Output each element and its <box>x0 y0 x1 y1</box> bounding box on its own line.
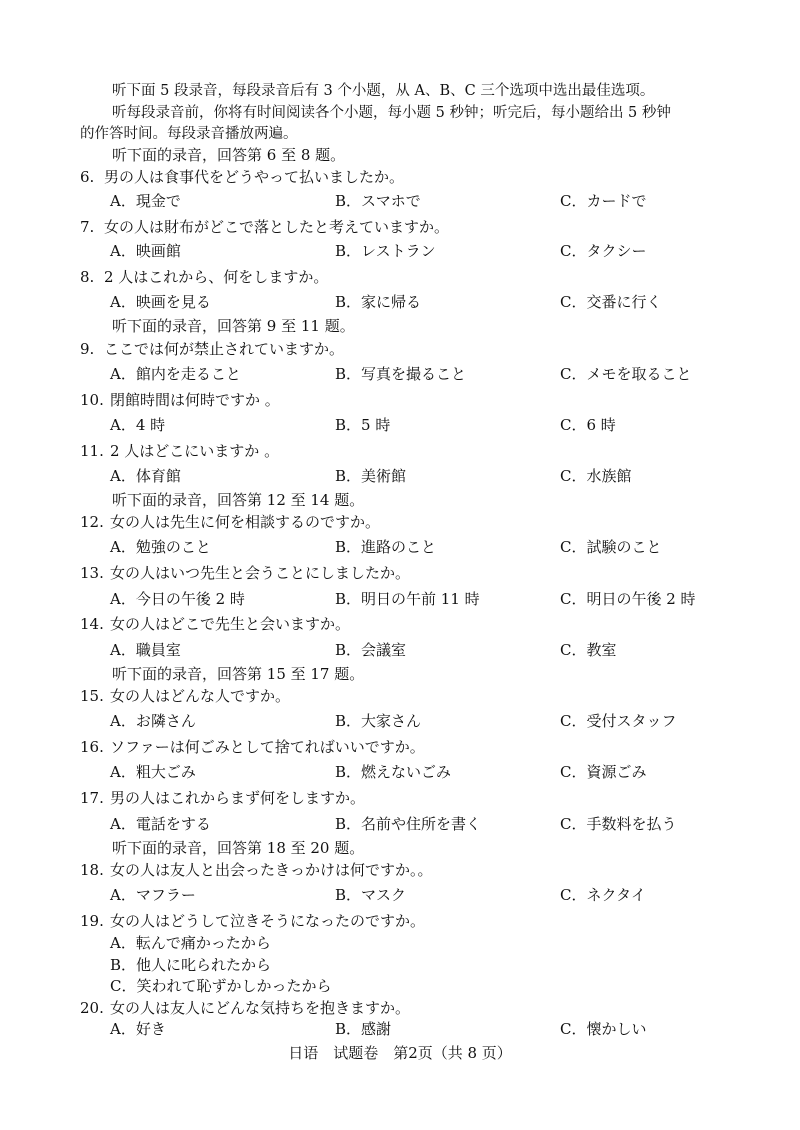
option-c[interactable]: C．教室 <box>560 641 617 659</box>
option-b[interactable]: B．レストラン <box>335 242 436 260</box>
options-row <box>0 975 800 997</box>
section-intro: 听下面的录音，回答第 15 至 17 题。 <box>112 665 365 683</box>
options-row <box>0 710 800 732</box>
question-10 <box>0 389 800 411</box>
option-b[interactable]: B．感謝 <box>335 1020 392 1038</box>
instruction-line <box>0 102 800 124</box>
options-row <box>0 639 800 661</box>
option-a[interactable]: A．4 時 <box>110 416 166 434</box>
question-number: 18. <box>80 861 104 879</box>
option-c[interactable]: C．明日の午後 2 時 <box>560 590 696 608</box>
options-row <box>0 761 800 783</box>
question-text: ここでは何が禁止されていますか。 <box>104 340 345 358</box>
question-13 <box>0 562 800 584</box>
option-a[interactable]: A．マフラー <box>110 886 196 904</box>
options-row <box>0 588 800 610</box>
option-c[interactable]: C．カードで <box>560 192 647 210</box>
question-text: ソファーは何ごみとして捨てればいいですか。 <box>110 738 425 756</box>
question-number: 16. <box>80 738 104 756</box>
question-19 <box>0 910 800 932</box>
question-number: 15. <box>80 687 104 705</box>
instruction-text: 的作答时间。每段录音播放两遍。 <box>80 126 298 142</box>
option-b[interactable]: B．進路のこと <box>335 538 437 556</box>
question-text: 女の人はいつ先生と会うことにしましたか。 <box>110 564 411 582</box>
option-a[interactable]: A．転んで痛かったから <box>110 934 271 952</box>
option-a[interactable]: A．現金で <box>110 192 181 210</box>
question-text: 女の人はどうして泣きそうになったのですか。 <box>110 912 426 930</box>
options-row <box>0 465 800 487</box>
question-text: 女の人はどんな人ですか。 <box>110 687 291 705</box>
question-text: 女の人は財布がどこで落としたと考えていますか。 <box>104 218 450 236</box>
section-intro: 听下面的录音，回答第 6 至 8 题。 <box>112 146 346 164</box>
option-c[interactable]: C．資源ごみ <box>560 763 647 781</box>
option-c[interactable]: C．ネクタイ <box>560 886 646 904</box>
question-number: 7. <box>80 218 95 236</box>
option-c[interactable]: C．6 時 <box>560 416 616 434</box>
question-number: 11. <box>80 442 104 460</box>
option-b[interactable]: B．明日の午前 11 時 <box>335 590 480 608</box>
option-a[interactable]: A．職員室 <box>110 641 181 659</box>
option-b[interactable]: B．名前や住所を書く <box>335 815 482 833</box>
question-18 <box>0 859 800 881</box>
question-text: 女の人は友人にどんな気持ちを抱きますか。 <box>110 999 411 1017</box>
question-9 <box>0 338 800 360</box>
option-a[interactable]: A．粗大ごみ <box>110 763 196 781</box>
question-17 <box>0 787 800 809</box>
option-a[interactable]: A．映画を見る <box>110 293 211 311</box>
options-row <box>0 884 800 906</box>
option-b[interactable]: B．写真を撮ること <box>335 365 467 383</box>
option-b[interactable]: B．5 時 <box>335 416 391 434</box>
section-intro: 听下面的录音，回答第 12 至 14 题。 <box>112 491 365 509</box>
section-intro: 听下面的录音，回答第 9 至 11 题。 <box>112 317 355 335</box>
options-row <box>0 954 800 976</box>
options-row <box>0 363 800 385</box>
question-text: 男の人は食事代をどうやって払いましたか。 <box>104 168 405 186</box>
question-text: 2 人はこれから、何をしますか。 <box>104 268 329 286</box>
option-c[interactable]: C．水族館 <box>560 467 632 485</box>
question-text: 女の人は先生に何を相談するのですか。 <box>110 513 381 531</box>
question-number: 12. <box>80 513 104 531</box>
question-number: 19. <box>80 912 104 930</box>
option-a[interactable]: A．電話をする <box>110 815 211 833</box>
question-6 <box>0 166 800 188</box>
option-c[interactable]: C．タクシー <box>560 242 647 260</box>
question-number: 10. <box>80 391 104 409</box>
option-c[interactable]: C．笑われて恥ずかしかったから <box>110 977 332 995</box>
question-14 <box>0 613 800 635</box>
section-intro: 听下面的录音，回答第 18 至 20 题。 <box>112 839 365 857</box>
options-row <box>0 190 800 212</box>
question-number: 20. <box>80 999 104 1017</box>
option-b[interactable]: B．会議室 <box>335 641 407 659</box>
question-text: 男の人はこれからまず何をしますか。 <box>110 789 366 807</box>
option-b[interactable]: B．家に帰る <box>335 293 422 311</box>
option-c[interactable]: C．メモを取ること <box>560 365 692 383</box>
question-number: 17. <box>80 789 104 807</box>
options-row <box>0 414 800 436</box>
question-7 <box>0 216 800 238</box>
options-row <box>0 932 800 954</box>
question-text: 閉館時間は何時ですか 。 <box>110 391 280 409</box>
option-b[interactable]: B．他人に叱られたから <box>110 956 272 974</box>
instruction-line <box>0 80 800 102</box>
question-text: 女の人は友人と出会ったきっかけは何ですか。。 <box>110 861 433 879</box>
option-a[interactable]: A．勉強のこと <box>110 538 211 556</box>
option-c[interactable]: C．受付スタッフ <box>560 712 677 730</box>
options-row <box>0 240 800 262</box>
options-row <box>0 813 800 835</box>
question-15 <box>0 685 800 707</box>
options-row <box>0 536 800 558</box>
option-a[interactable]: A．館内を走ること <box>110 365 241 383</box>
option-a[interactable]: A．映画館 <box>110 242 181 260</box>
question-number: 13. <box>80 564 104 582</box>
question-number: 6. <box>80 168 95 186</box>
option-b[interactable]: B．美術館 <box>335 467 407 485</box>
options-row <box>0 1018 800 1040</box>
question-number: 14. <box>80 615 104 633</box>
instruction-line <box>0 123 800 145</box>
question-8 <box>0 266 800 288</box>
option-c[interactable]: C．懐かしい <box>560 1020 647 1038</box>
question-text: 2 人はどこにいますか 。 <box>110 442 280 460</box>
options-row <box>0 291 800 313</box>
instruction-text: 听下面 5 段录音，每段录音后有 3 个小题，从 A、B、C 三个选项中选出最佳选项。 <box>112 83 655 99</box>
question-number: 9. <box>80 340 95 358</box>
option-a[interactable]: A．お隣さん <box>110 712 196 730</box>
option-a[interactable]: A．好き <box>110 1020 166 1038</box>
question-number: 8. <box>80 268 95 286</box>
question-20 <box>0 997 800 1019</box>
question-16 <box>0 736 800 758</box>
question-12 <box>0 511 800 533</box>
option-b[interactable]: B．スマホで <box>335 192 421 210</box>
page-footer: 日语 试题卷 第2页（共 8 页） <box>288 1044 512 1062</box>
option-b[interactable]: B．燃えないごみ <box>335 763 452 781</box>
option-a[interactable]: A．今日の午後 2 時 <box>110 590 245 608</box>
option-a[interactable]: A．体育館 <box>110 467 181 485</box>
option-b[interactable]: B．大家さん <box>335 712 422 730</box>
question-11 <box>0 440 800 462</box>
option-c[interactable]: C．手数料を払う <box>560 815 677 833</box>
option-b[interactable]: B．マスク <box>335 886 407 904</box>
option-c[interactable]: C．交番に行く <box>560 293 662 311</box>
option-c[interactable]: C．試験のこと <box>560 538 662 556</box>
instruction-text: 听每段录音前，你将有时间阅读各个小题，每小题 5 秒钟；听完后，每小题给出 5 秒钟 <box>112 105 671 121</box>
question-text: 女の人はどこで先生と会いますか。 <box>110 615 351 633</box>
